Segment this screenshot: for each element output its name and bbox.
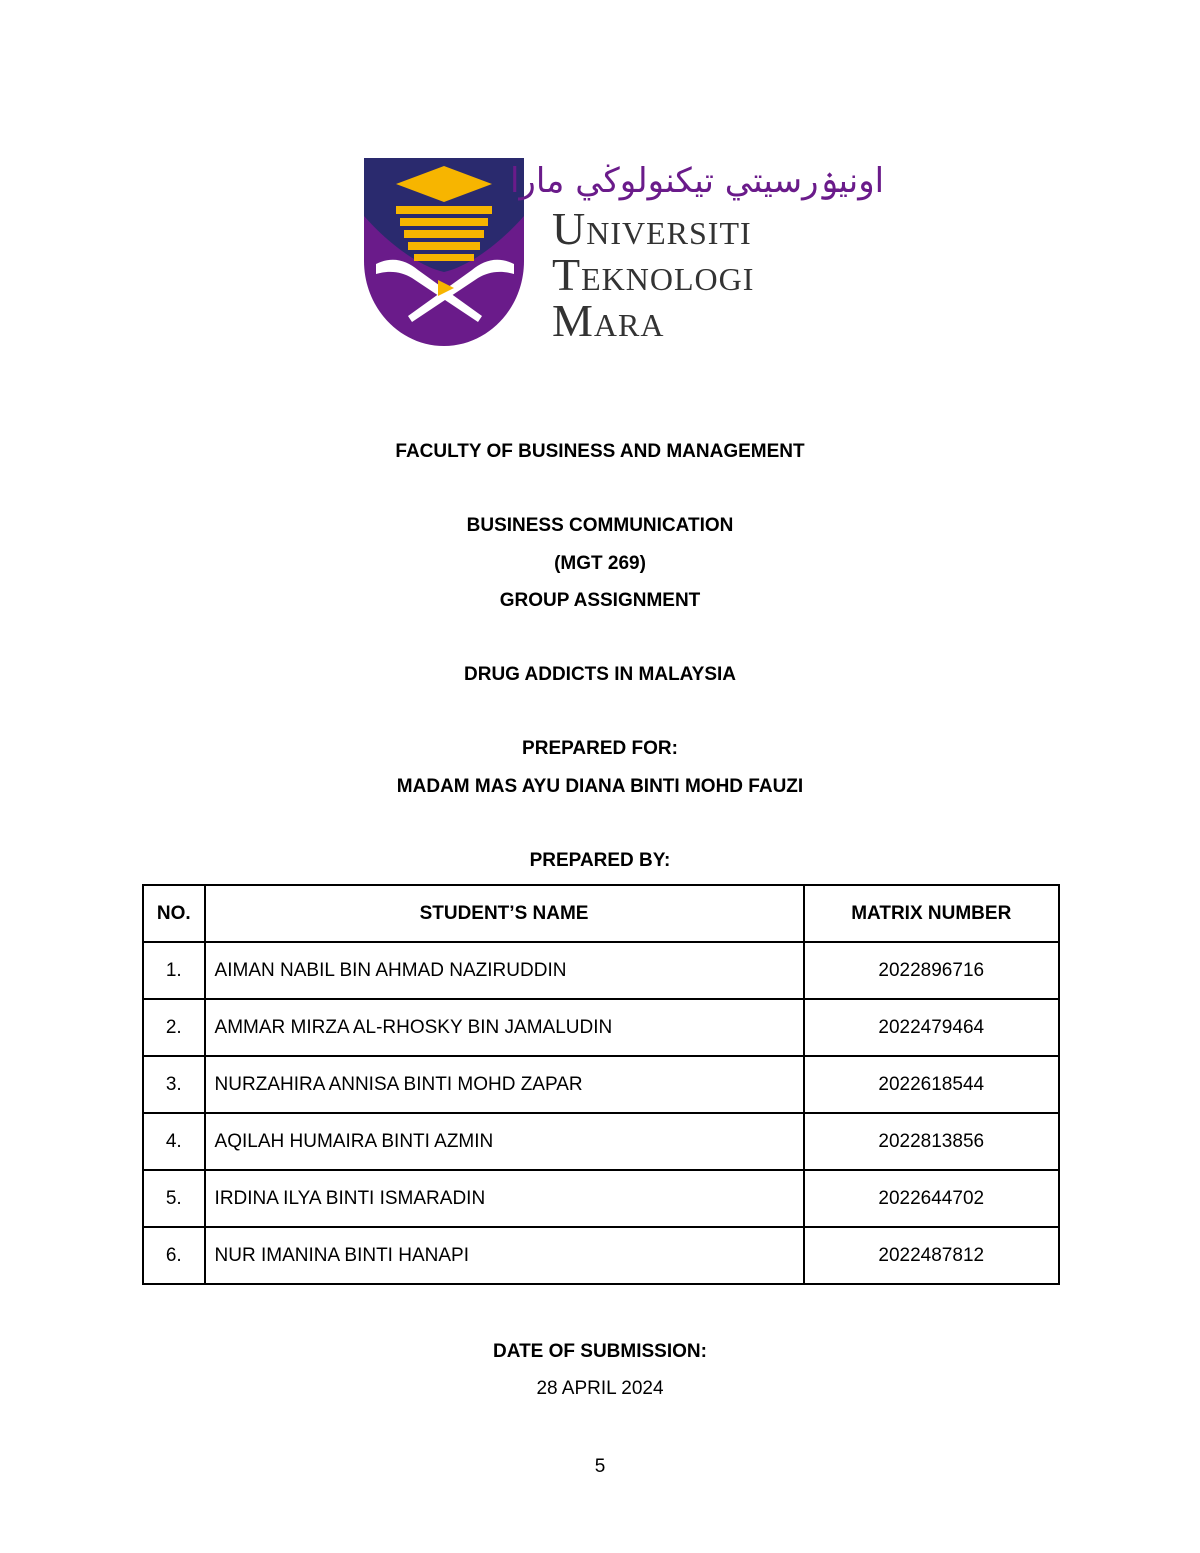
submission-date: 28 APRIL 2024 [536, 1378, 664, 1399]
university-logo [362, 156, 885, 350]
row-no: 3. [143, 1056, 205, 1113]
jawi-script-wordmark [509, 156, 885, 204]
course-code: (MGT 269) [554, 553, 646, 574]
row-no: 4. [143, 1113, 205, 1170]
row-student-name: AQILAH HUMAIRA BINTI AZMIN [205, 1113, 804, 1170]
row-student-name: AIMAN NABIL BIN AHMAD NAZIRUDDIN [205, 942, 804, 999]
row-student-name: IRDINA ILYA BINTI ISMARADIN [205, 1170, 804, 1227]
table-row [143, 1170, 1059, 1227]
jawi-text: اونيۏرسيتي تيكنولوڬي مارا [509, 161, 885, 201]
university-wordmark [552, 203, 755, 346]
row-no: 6. [143, 1227, 205, 1284]
row-matrix-number: 2022813856 [804, 1113, 1060, 1170]
page-number: 5 [594, 1456, 606, 1477]
row-matrix-number: 2022896716 [804, 942, 1060, 999]
uitm-emblem-icon [362, 156, 528, 350]
prepared-for-label: PREPARED FOR: [522, 738, 678, 759]
row-no: 5. [143, 1170, 205, 1227]
course-title: BUSINESS COMMUNICATION [466, 515, 734, 536]
header-student-name: STUDENT’S NAME [205, 885, 804, 942]
row-no: 1. [143, 942, 205, 999]
row-student-name: AMMAR MIRZA AL-RHOSKY BIN JAMALUDIN [205, 999, 804, 1056]
row-matrix-number: 2022618544 [804, 1056, 1060, 1113]
lecturer-name: MADAM MAS AYU DIANA BINTI MOHD FAUZI [396, 776, 804, 797]
prepared-by-label: PREPARED BY: [529, 850, 671, 871]
row-student-name: NUR IMANINA BINTI HANAPI [205, 1227, 804, 1284]
table-row [143, 1113, 1059, 1170]
assignment-type: GROUP ASSIGNMENT [499, 590, 701, 611]
table-row [143, 999, 1059, 1056]
row-no: 2. [143, 999, 205, 1056]
wordmark-line-3: Mara [552, 295, 665, 346]
table-header-row [143, 885, 1059, 942]
table-row [143, 1227, 1059, 1284]
faculty-name: FACULTY OF BUSINESS AND MANAGEMENT [395, 441, 805, 462]
wordmark-line-1: Universiti [552, 203, 752, 254]
header-no: NO. [143, 885, 205, 942]
header-matrix-number: MATRIX NUMBER [804, 885, 1060, 942]
row-matrix-number: 2022479464 [804, 999, 1060, 1056]
wordmark-line-2: Teknologi [552, 249, 755, 300]
students-table [142, 884, 1060, 1285]
submission-label: DATE OF SUBMISSION: [493, 1341, 707, 1362]
assignment-topic: DRUG ADDICTS IN MALAYSIA [464, 664, 736, 685]
row-student-name: NURZAHIRA ANNISA BINTI MOHD ZAPAR [205, 1056, 804, 1113]
row-matrix-number: 2022487812 [804, 1227, 1060, 1284]
table-row [143, 1056, 1059, 1113]
table-row [143, 942, 1059, 999]
row-matrix-number: 2022644702 [804, 1170, 1060, 1227]
